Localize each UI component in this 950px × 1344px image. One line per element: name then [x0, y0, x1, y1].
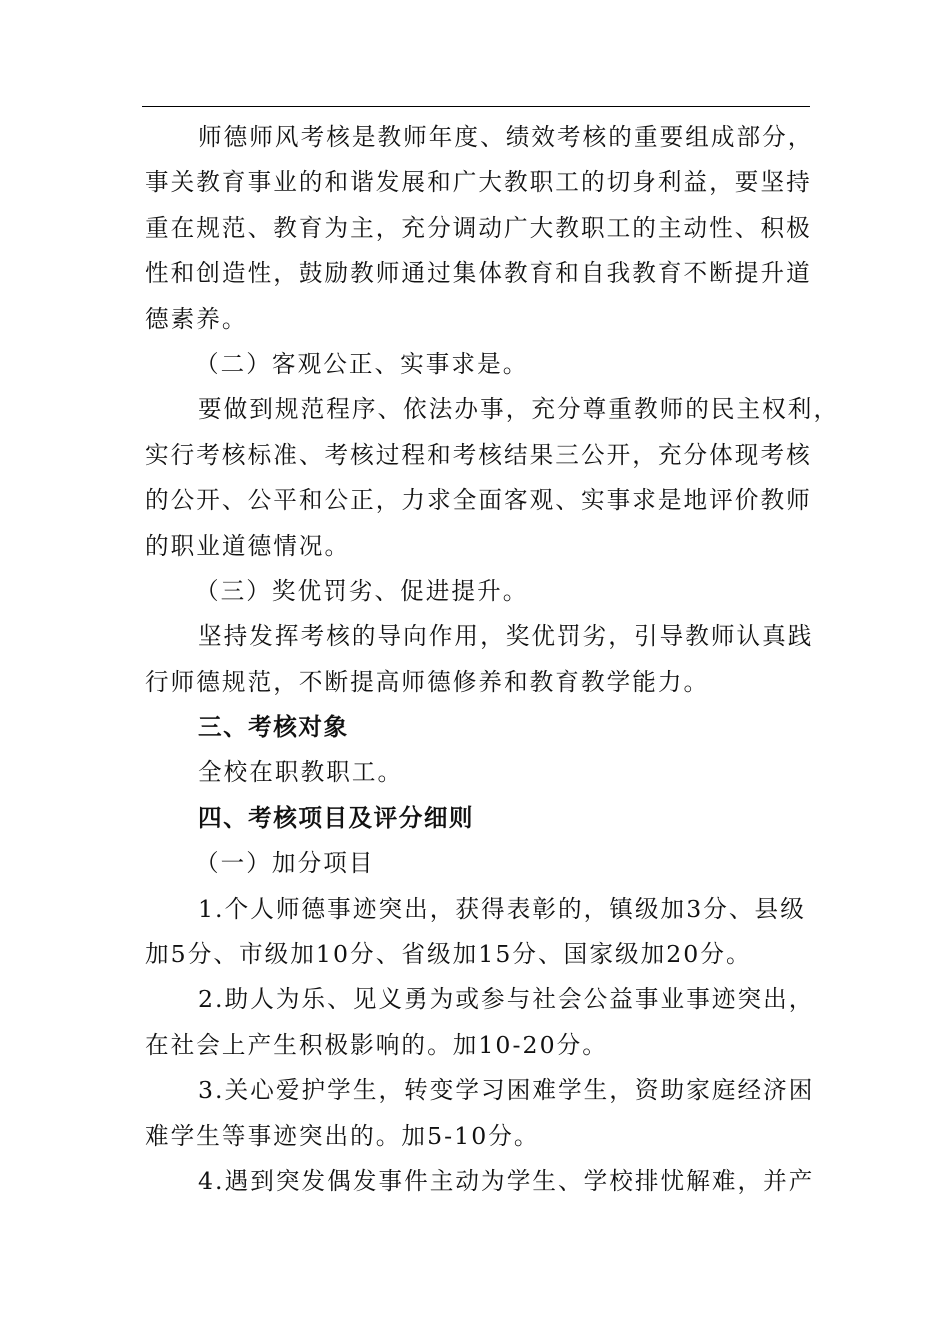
body-text-line: 3.关心爱护学生，转变学习困难学生，资助家庭经济困: [198, 1076, 815, 1105]
body-text-line: 行师德规范，不断提高师德修养和教育教学能力。: [145, 667, 710, 696]
body-text-line: 的职业道德情况。: [145, 531, 351, 560]
body-text-line: 加5分、市级加10分、省级加15分、国家级加20分。: [145, 940, 752, 969]
section-heading: 四、考核项目及评分细则: [198, 803, 475, 832]
header-rule: [142, 106, 810, 107]
body-text-line: 师德师风考核是教师年度、绩效考核的重要组成部分，: [198, 123, 814, 151]
body-text-line: 难学生等事迹突出的。加5-10分。: [145, 1121, 540, 1150]
body-text-line: 坚持发挥考核的导向作用，奖优罚劣，引导教师认真践: [198, 622, 814, 651]
body-text-line: 德素养。: [145, 304, 248, 333]
body-text-line: 事关教育事业的和谐发展和广大教职工的切身利益，要坚持: [145, 168, 812, 197]
body-text-line: 的公开、公平和公正，力求全面客观、实事求是地评价教师: [145, 486, 812, 515]
body-text-line: 4.遇到突发偶发事件主动为学生、学校排忧解难，并产: [198, 1166, 815, 1195]
subsection-heading: （三）奖优罚劣、促进提升。: [195, 576, 529, 605]
subsection-heading: （一）加分项目: [195, 849, 375, 878]
body-text-line: 性和创造性，鼓励教师通过集体教育和自我教育不断提升道: [145, 259, 812, 288]
subsection-heading: （二）客观公正、实事求是。: [195, 349, 529, 378]
body-text-line: 1.个人师德事迹突出，获得表彰的，镇级加3分、县级: [198, 894, 806, 923]
body-text-line: 重在规范、教育为主，充分调动广大教职工的主动性、积极: [145, 213, 812, 242]
body-text-line: 实行考核标准、考核过程和考核结果三公开，充分体现考核: [145, 440, 812, 469]
body-text-line: 2.助人为乐、见义勇为或参与社会公益事业事迹突出，: [198, 985, 815, 1014]
body-text-line: 全校在职教职工。: [198, 758, 404, 787]
document-body: [145, 115, 840, 1204]
body-text-line: 在社会上产生积极影响的。加10-20分。: [145, 1030, 608, 1059]
section-heading: 三、考核对象: [198, 713, 349, 742]
body-text-line: 要做到规范程序、依法办事，充分尊重教师的民主权利，: [198, 395, 840, 424]
